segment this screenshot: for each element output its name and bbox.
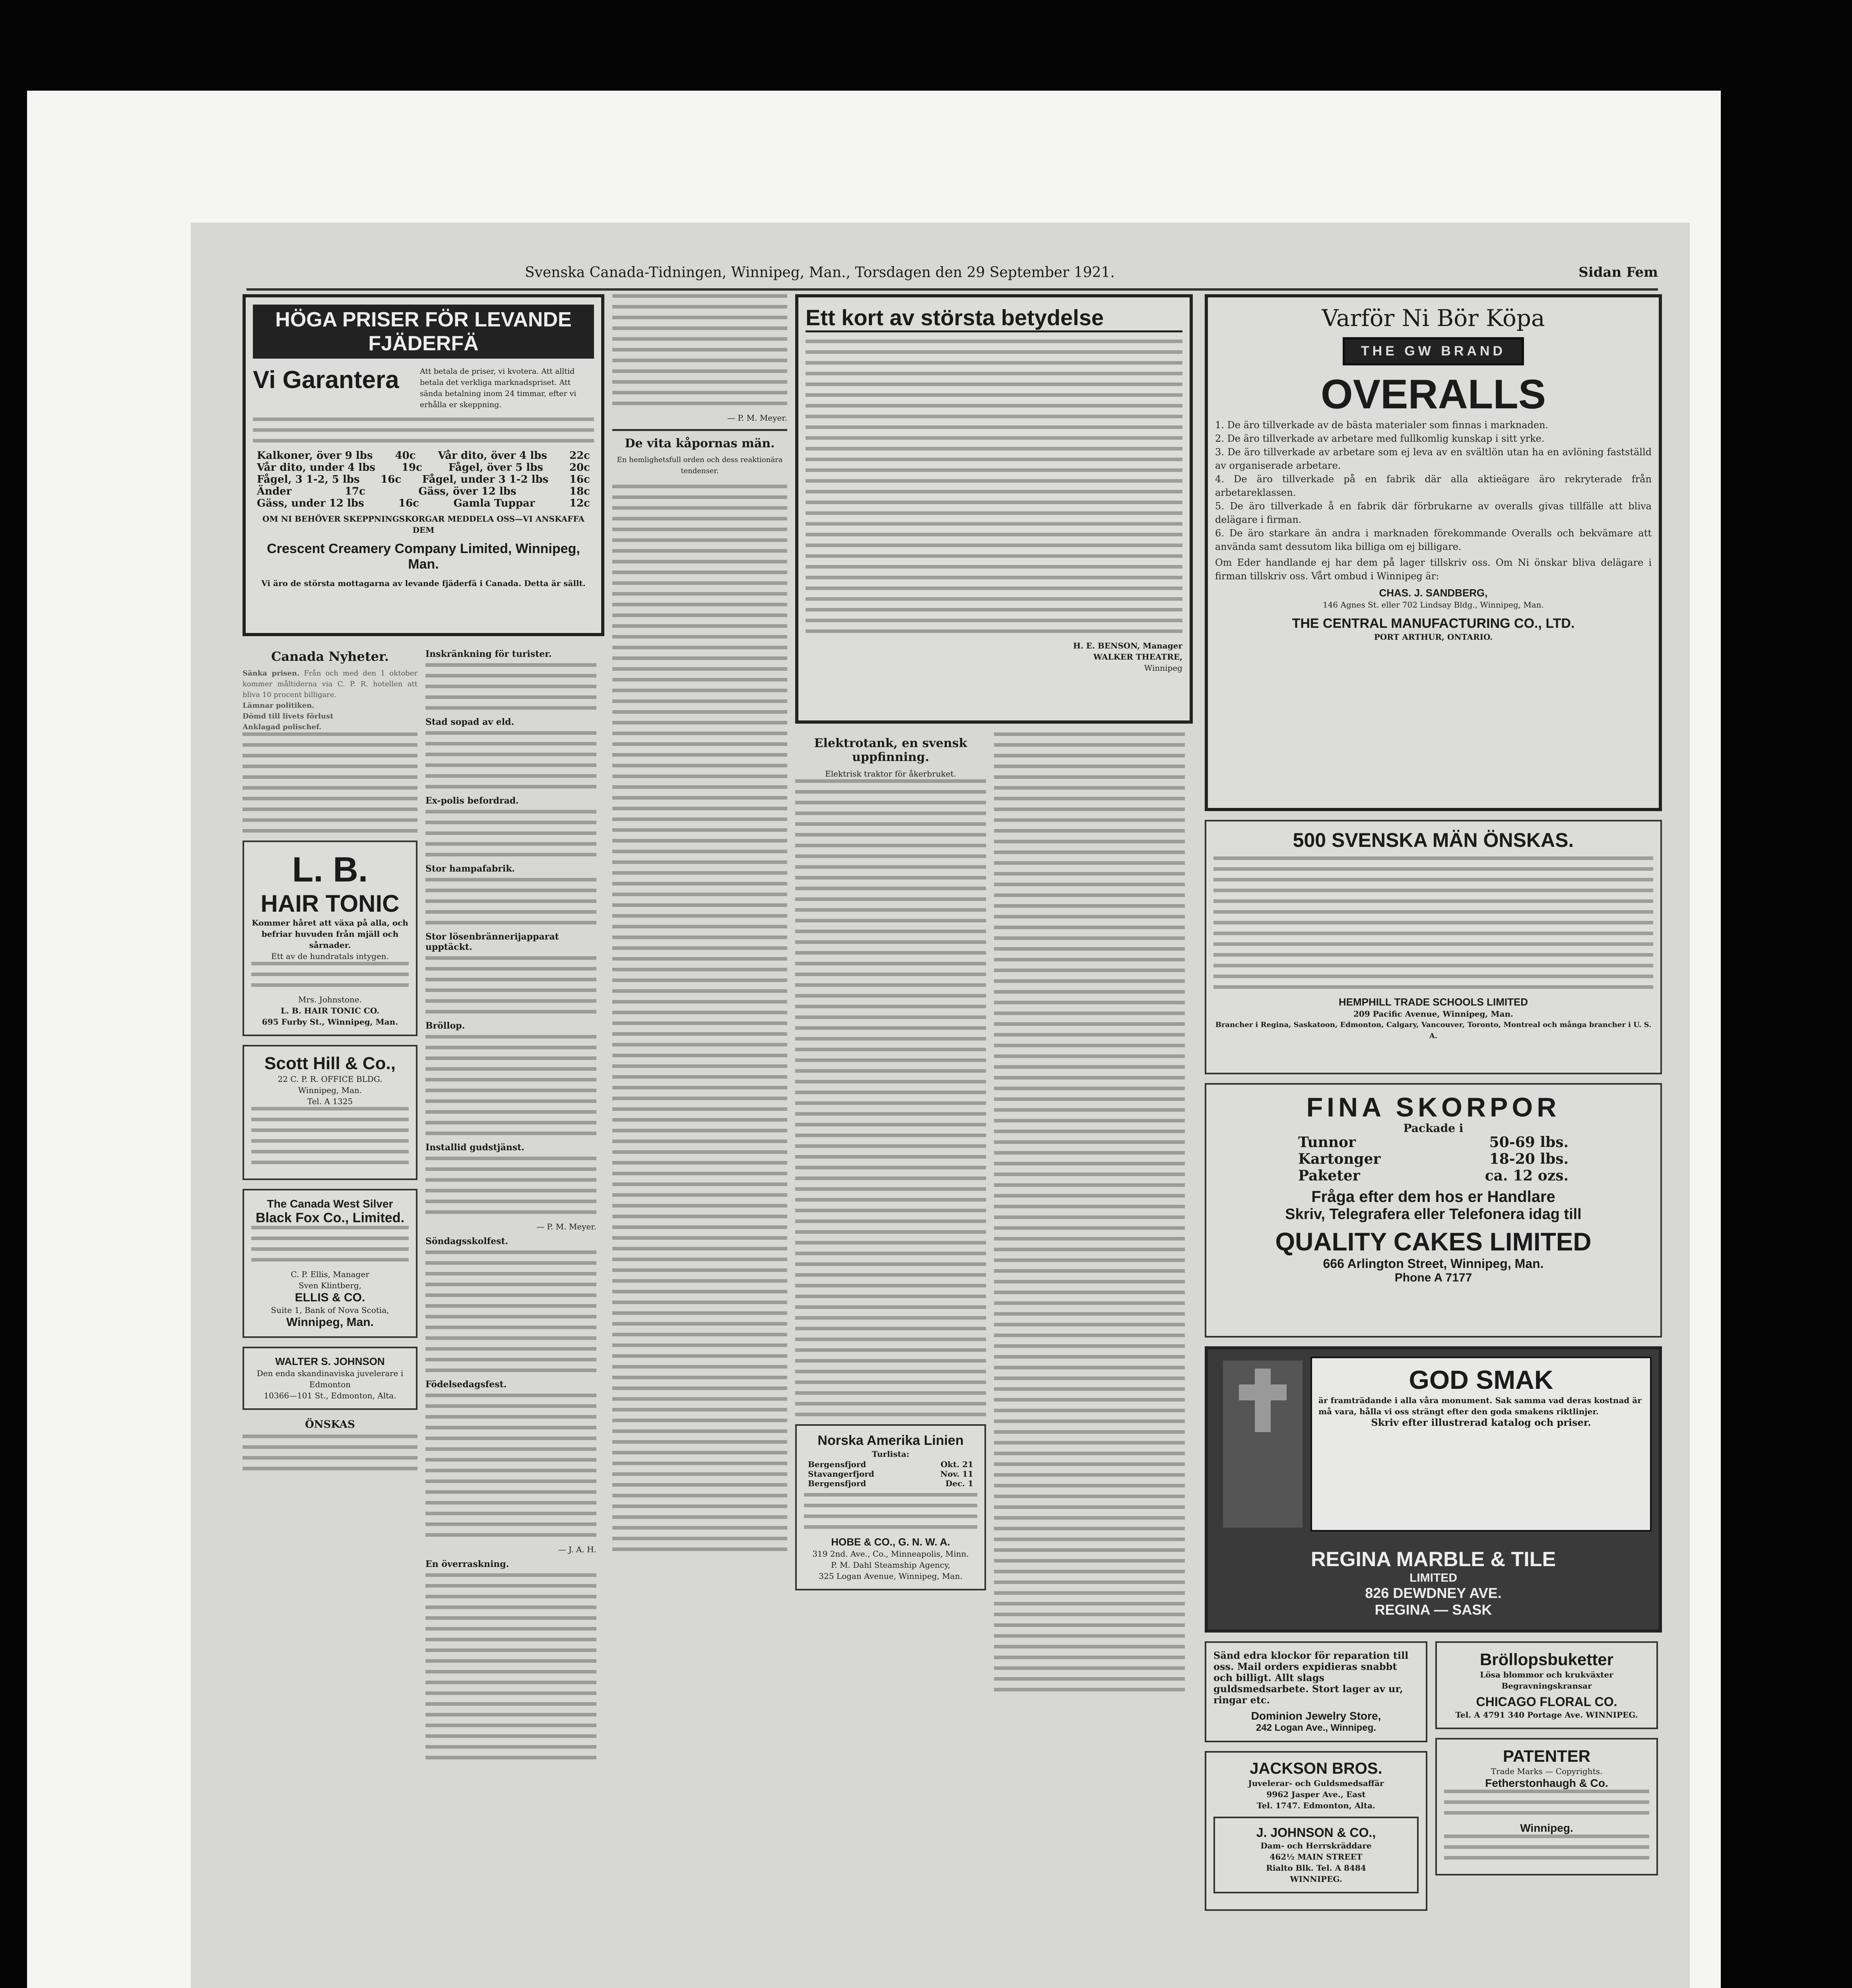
price-row: Vår dito, under 4 lbs 19c Fågel, över 5 lbs 20c — [257, 462, 590, 474]
lb-hair-tonic-ad: L. B. HAIR TONIC Kommer håret att växa på alla, och befriar huvuden från mjäll och sårnader. Ett av de hundratals intygen. Mrs. Johnstone. L. B. HAIR TONIC CO. 695 Furby St., Winnipeg, Man. — [243, 841, 417, 1036]
newspaper-page — [191, 223, 1690, 1988]
crates-note: OM NI BEHÖVER SKEPPNINGSKORGAR MEDDELA OSS—VI ANSKAFFA DEM — [262, 514, 584, 535]
ett-kort-ad: Ett kort av största betydelse H. E. BENSON, Manager WALKER THEATRE, Winnipeg — [795, 294, 1193, 724]
page-number: Sidan Fem — [1578, 264, 1658, 280]
regina-marble-ad: GOD SMAK är framträdande i alla våra monument. Sak samma vad deras kostnad är må vara, hålla vi oss strängt efter den goda smakens riktlinjer. Skriv efter illustrerad katalog och priser. REGINA MARBLE & TILE LIMITED 826 DEWDNEY AVE. REGINA — SASK — [1205, 1346, 1662, 1633]
column-4: Ett kort av största betydelse H. E. BENSON, Manager WALKER THEATRE, Winnipeg Elektrotank, en svensk uppfinning. Elektrisk traktor för åkerbruket. Norska Amerika Linien Turlista: Bergensfjord Okt. 21 Stavangerfjord Nov. 11 Bergensfjord Dec. 1 HOBE & CO., G. N. W. A. 319 2nd. Ave., Co., Minneapolis, Minn. P. M. Dahl Steamship Agency, 325 Logan Avenue, Winnipeg, Man. — [795, 294, 1193, 1988]
ett-kort-title: Ett kort av största betydelse — [806, 305, 1182, 332]
package-row: Tunnor 50-69 lbs. — [1298, 1134, 1569, 1151]
norska-amerika-ad: Norska Amerika Linien Turlista: Bergensfjord Okt. 21 Stavangerfjord Nov. 11 Bergensfjord Dec. 1 HOBE & CO., G. N. W. A. 319 2nd. Ave., Co., Minneapolis, Minn. P. M. Dahl Steamship Agency, 325 Logan Avenue, Winnipeg, Man. — [795, 1424, 986, 1590]
poultry-price-table — [253, 450, 594, 509]
poultry-ad — [243, 294, 604, 636]
svenska-man-ad: 500 SVENSKA MÄN ÖNSKAS. HEMPHILL TRADE SCHOOLS LIMITED 209 Pacific Avenue, Winnipeg, Man. Brancher i Regina, Saskatoon, Edmonton, Calgary, Vancouver, Toronto, Montreal och många brancher i U. S. A. — [1205, 820, 1662, 1074]
package-row: Paketer ca. 12 ozs. — [1298, 1167, 1569, 1184]
dominion-jewelry-ad: Sänd edra klockor för reparation till oss. Mail orders expidieras snabbt och billigt. Allt slags guldsmedsarbete. Stort lager av ur, ringar etc. Dominion Jewelry Store, 242 Logan Ave., Winnipeg. — [1205, 1641, 1427, 1742]
package-row: Kartonger 18-20 lbs. — [1298, 1151, 1569, 1167]
overalls-points: 1. De äro tillverkade av de bästa materialer som finnas i marknaden. 2. De äro tillverkade av arbetare med fullkomlig kunskap i sitt yrke. 3. De äro tillverkade av arbetare som ej leva av en svältlön utan ha en avlöning fastställd av organiserade arbetare. 4. De äro tillverkade på en fabrik där alla aktieägare äro rekryterade från arbetareklassen. 5. De äro tillverkade å en fabrik där förbrukarne av overalls givas tillfälle att bliva delägare i firman. 6. De äro starkare än andra i marknaden förekommande Overalls och bekvämare att använda samt dessutom lika billiga om ej billigare. Om Eder handlande ej har dem på lager tillskriv oss. Om Ni önskar bliva delägare i firman tillskriv oss. Vårt ombud i Winnipeg är: — [1215, 419, 1652, 582]
poultry-ad-title: HÖGA PRISER FÖR LEVANDE FJÄDERFÄ — [253, 305, 594, 359]
elektrotank-heading: Elektrotank, en svensk uppfinning. — [814, 736, 967, 764]
column-3: — P. M. Meyer. De vita kåpornas män. En hemlighetsfull orden och dess reaktionära tendenser. — [612, 294, 787, 1988]
price-row: Kalkoner, över 9 lbs 40c Vår dito, över 4 lbs 22c — [257, 450, 590, 462]
lb-subtitle: HAIR TONIC — [260, 890, 400, 917]
lb-title: L. B. — [292, 850, 368, 889]
silver-fox-ad: The Canada West Silver Black Fox Co., Limited. C. P. Ellis, Manager Sven Klintberg, ELLIS & CO. Suite 1, Bank of Nova Scotia, Winnipeg, Man. — [243, 1189, 417, 1338]
skorpor-ad: FINA SKORPOR Packade i Tunnor 50-69 lbs. Kartonger 18-20 lbs. Paketer ca. 12 ozs. Fråga efter dem hos er Handlare Skriv, Telegrafera eller Telefonera idag till QUALITY CAKES LIMITED 666 Arlington Street, Winnipeg, Man. Phone A 7177 — [1205, 1083, 1662, 1338]
column-1 — [243, 294, 604, 1988]
kapornas-heading: De vita kåpornas män. — [625, 437, 775, 450]
quality-cakes-title: QUALITY CAKES LIMITED — [1275, 1227, 1592, 1256]
column-2: Inskränkning för turister. Stad sopad av eld. Ex-polis befordrad. Stor hampafabrik. Stor lösenbrännerijapparat upptäckt. Bröllop. Installid gudstjänst. — P. M. Meyer. Söndagsskolfest. Födelsedagsfest. — J. A. H. En överraskning. — [425, 645, 596, 1767]
sailing-row: Bergensfjord Dec. 1 — [808, 1479, 973, 1488]
paper-title-line: Svenska Canada-Tidningen, Winnipeg, Man., Torsdagen den 29 September 1921. — [525, 264, 1115, 281]
chicago-floral-ad: Bröllopsbuketter Lösa blommor och krukväxter Begravningskransar CHICAGO FLORAL CO. Tel. A 4791 340 Portage Ave. WINNIPEG. — [1435, 1641, 1658, 1729]
guarantee-points: Att betala de priser, vi kvotera. Att alltid betala det verkliga marknadspriset. Att sända betalning inom 24 timmar, efter vi erhålla er skeppning. — [420, 367, 577, 409]
masthead — [247, 264, 1658, 291]
price-row: Fågel, 3 1-2, 5 lbs 16c Fågel, under 3 1-2 lbs 16c — [257, 474, 590, 485]
patenter-ad: PATENTER Trade Marks — Copyrights. Fetherstonhaugh & Co. Winnipeg. — [1435, 1738, 1658, 1875]
j-johnson-ad: J. JOHNSON & CO., Dam- och Herrskräddare 462½ MAIN STREET Rialto Blk. Tel. A 8484 WINNIPEG. — [1213, 1817, 1419, 1893]
canada-news-heading: Canada Nyheter. — [271, 649, 389, 664]
jackson-bros-ad: JACKSON BROS. Juvelerar- och Guldsmedsaffär 9962 Jasper Ave., East Tel. 1747. Edmonton, Alta. J. JOHNSON & CO., Dam- och Herrskräddare 462½ MAIN STREET Rialto Blk. Tel. A 8484 WINNIPEG. — [1205, 1751, 1427, 1911]
scott-hill-ad: Scott Hill & Co., 22 C. P. R. OFFICE BLDG. Winnipeg, Man. Tel. A 1325 — [243, 1045, 417, 1180]
monument-illustration — [1223, 1361, 1303, 1528]
canada-news-body: Sänka prisen. Från och med den 1 oktober kommer måltiderna via C. P. R. hotellen att bliva 10 procent billigare. Lämnar politiken. Dömd till livets förlust Anklagad polischef. — [243, 669, 417, 731]
creamery-note: Vi äro de största mottagarna av levande fjäderfä i Canada. Detta är sällt. — [261, 579, 586, 588]
column-5 — [1205, 294, 1662, 1988]
guarantee-heading: Vi Garantera — [253, 366, 399, 394]
price-row: Gäss, under 12 lbs 16c Gamla Tuppar 12c — [257, 497, 590, 509]
price-row: Änder 17c Gäss, över 12 lbs 18c — [257, 485, 590, 497]
overalls-title: OVERALLS — [1320, 371, 1546, 417]
creamery-company: Crescent Creamery Company Limited, Winnipeg, Man. — [267, 541, 580, 572]
gw-brand-logo: THE GW BRAND — [1343, 337, 1524, 365]
sailing-row: Stavangerfjord Nov. 11 — [808, 1469, 973, 1479]
sailing-row: Bergensfjord Okt. 21 — [808, 1460, 973, 1469]
onskas-heading: ÖNSKAS — [305, 1419, 355, 1431]
walter-johnson-ad: WALTER S. JOHNSON Den enda skandinaviska juvelerare i Edmonton 10366—101 St., Edmonton, Alta. — [243, 1347, 417, 1410]
overalls-ad: Varför Ni Bör Köpa THE GW BRAND OVERALLS 1. De äro tillverkade av de bästa materialer som finnas i marknaden. 2. De äro tillverkade av arbetare med fullkomlig kunskap i sitt yrke. 3. De äro tillverkade av arbetare som ej leva av en svältlön utan ha en avlöning fastställd av organiserade arbetare. 4. De äro tillverkade på en fabrik där alla aktieägare äro rekryterade från arbetareklassen. 5. De äro tillverkade å en fabrik där förbrukarne av overalls givas tillfälle att bliva delägare i firman. 6. De äro starkare än andra i marknaden förekommande Overalls och bekvämare att använda samt dessutom lika billiga om ej billigare. Om Eder handlande ej har dem på lager tillskriv oss. Om Ni önskar bliva delägare i firman tillskriv oss. Vårt ombud i Winnipeg är: CHAS. J. SANDBERG, 146 Agnes St. eller 702 Lindsay Bldg., Winnipeg, Man. THE CENTRAL MANUFACTURING CO., LTD. PORT ARTHUR, ONTARIO. — [1205, 294, 1662, 811]
